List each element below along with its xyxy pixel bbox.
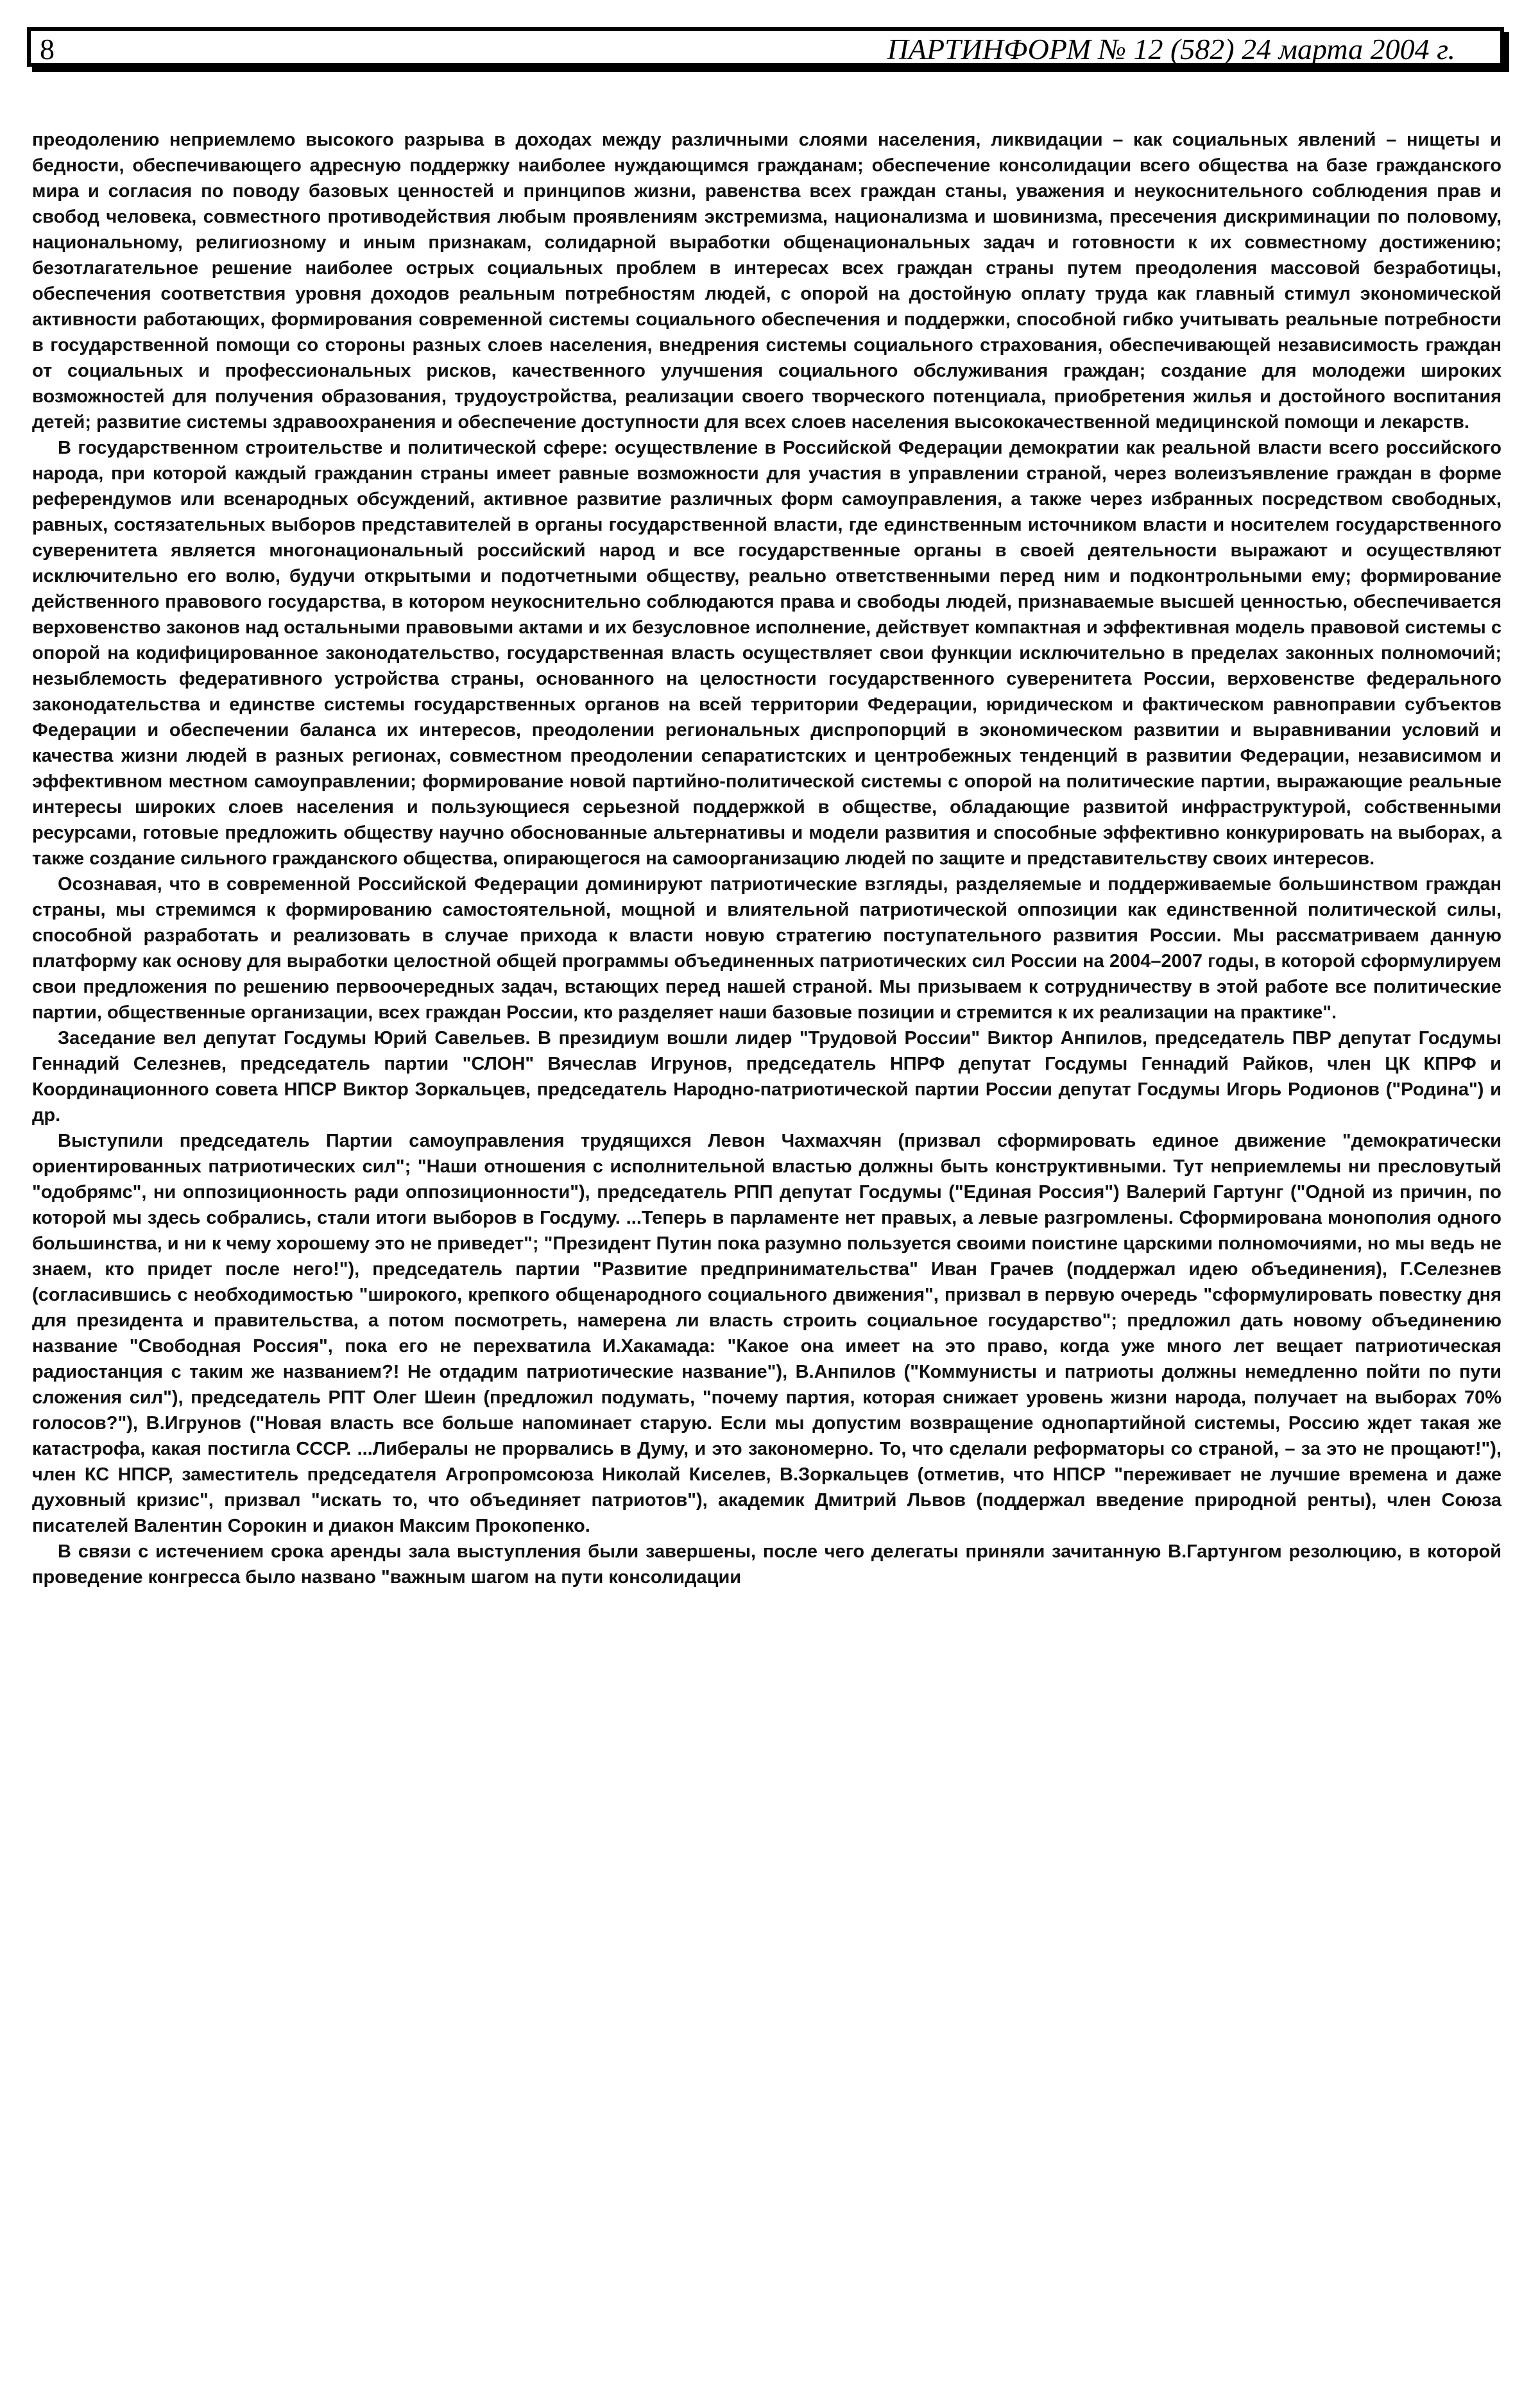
paragraph: Заседание вел депутат Госдумы Юрий Савельев. В президиум вошли лидер "Трудовой России" Виктор Анпилов, председатель ПВР депутат Госдумы Геннадий Селезнев, председатель партии "СЛОН" Вячеслав Игрунов, председатель НПРФ депутат Госдумы Геннадий Райков, член ЦК КПРФ и Координационного совета НПСР Виктор Зоркальцев, председатель Народно-патриотической партии России депутат Госдумы Игорь Родионов ("Родина") и др. [32,1028,1502,1126]
paragraph: преодолению неприемлемо высокого разрыва в доходах между различными слоями населения, ликвидации – как социальных явлений – нищеты и бедности, обеспечивающего адресную поддержку наиболее нуждающимся гражданам; обеспечение консолидации всего общества на базе гражданского мира и согласия по поводу базовых ценностей и принципов жизни, равенства всех граждан станы, уважения и неукоснительного соблюдения прав и свобод человека, совместного противодействия любым проявлениям экстремизма, национализма и шовинизма, пресечения дискриминации по половому, национальному, религиозному и иным признакам, солидарной выработки общенациональных задач и готовности к их совместному достижению; безотлагательное решение наиболее острых социальных проблем в интересах всех граждан страны путем преодоления массовой безработицы, обеспечения соответствия уровня доходов реальным потребностям людей, с опорой на достойную оплату труда как главный стимул экономической активности работающих, формирования современной системы социального обеспечения и поддержки, способной гибко учитывать реальные потребности в государственной помощи со стороны разных слоев населения, внедрения системы социального страхования, обеспечивающей независимость граждан от социальных и профессиональных рисков, качественного улучшения социального обслуживания граждан; создание для молодежи широких возможностей для получения образования, трудоустройства, реализации своего творческого потенциала, приобретения жилья и достойного воспитания детей; развитие системы здравоохранения и обеспечение доступности для всех слоев населения высококачественной медицинской помощи и лекарств. [32,130,1502,433]
paragraph: Осознавая, что в современной Российской Федерации доминируют патриотические взгляды, разделяемые и поддерживаемые большинством граждан страны, мы стремимся к формированию самостоятельной, мощной и влиятельной патриотической оппозиции как единственной политической силы, способной разработать и реализовать в случае прихода к власти новую стратегию поступательного развития России. Мы рассматриваем данную платформу как основу для выработки целостной общей программы объединенных патриотических сил России на 2004–2007 годы, в которой сформулируем свои предложения по решению первоочередных задач, встающих перед нашей страной. Мы призываем к сотрудничеству в этой работе все политические партии, общественные организации, всех граждан России, кто разделяет наши базовые позиции и стремится к их реализации на практике". [32,874,1502,1023]
paragraph: В связи с истечением срока аренды зала выступления были завершены, после чего делегаты приняли зачитанную В.Гартунгом резолюцию, в которой проведение конгресса было названо "важным шагом на пути консолидации [32,1541,1502,1588]
page-number: 8 [40,33,55,65]
paragraph: В государственном строительстве и политической сфере: осуществление в Российской Федерации демократии как реальной власти всего российского народа, при которой каждый гражданин страны имеет равные возможности для участия в управлении страной, через волеизъявление граждан в форме референдумов или всенародных обсуждений, активное развитие различных форм самоуправления, а также через избранных посредством свободных, равных, состязательных выборов представителей в органы государственной власти, где единственным источником власти и носителем государственного суверенитета является многонациональный российский народ и все государственные органы в своей деятельности выражают и осуществляют исключительно его волю, будучи открытыми и подотчетными обществу, реально ответственными перед ним и подконтрольными ему; формирование действенного правового государства, в котором неукоснительно соблюдаются права и свободы людей, признаваемые высшей ценностью, обеспечивается верховенство законов над остальными правовыми актами и их безусловное исполнение, действует компактная и эффективная модель правовой системы с опорой на кодифицированное законодательство, государственная власть осуществляет свои функции исключительно в пределах законных полномочий; незыблемость федеративного устройства страны, основанного на целостности государственного суверенитета России, верховенстве федерального законодательства и единстве системы государственных органов на всей территории Федерации, юридическом и фактическом равноправии субъектов Федерации и обеспечении баланса их интересов, преодолении региональных диспропорций в экономическом развитии и выравнивании условий и качества жизни людей в разных регионах, совместном преодолении сепаратистских и центробежных тенденций в развитии Федерации, независимом и эффективном местном самоуправлении; формирование новой партийно-политической системы с опорой на политические партии, выражающие реальные интересы широких слоев населения и пользующиеся серьезной поддержкой в обществе, обладающие развитой инфраструктурой, собственными ресурсами, готовые предложить обществу научно обоснованные альтернативы и модели развития и способные эффективно конкурировать на выборах, а также создание сильного гражданского общества, опирающегося на самоорганизацию людей по защите и представительству своих интересов. [32,438,1502,869]
page-header [27,27,1504,67]
article-body [32,127,1502,1590]
paragraph: Выступили председатель Партии самоуправления трудящихся Левон Чахмахчян (призвал сформировать единое движение "демократически ориентированных патриотических сил"; "Наши отношения с исполнительной властью должны быть конструктивными. Тут неприемлемы ни пресловутый "одобрямс", ни оппозиционность ради оппозиционности"), председатель РПП депутат Госдумы ("Единая Россия") Валерий Гартунг ("Одной из причин, по которой мы здесь собрались, стали итоги выборов в Госдуму. ...Теперь в парламенте нет правых, а левые разгромлены. Сформирована монополия одного большинства, и ни к чему хорошему это не приведет"; "Президент Путин пока разумно пользуется своими поистине царскими полномочиями, но мы ведь не знаем, кто придет после него!"), председатель партии "Развитие предпринимательства" Иван Грачев (поддержал идею объединения), Г.Селезнев (согласившись с необходимостью "широкого, крепкого общенародного социального движения", призвал в первую очередь "сформулировать повестку дня для президента и правительства, а потом посмотреть, намерена ли власть строить социальное государство"; предложил дать новому объединению название "Свободная Россия", пока его не перехватила И.Хакамада: "Какое она имеет на это право, когда уже много лет вещает патриотическая радиостанция с таким же названием?! Не отдадим патриотические название"), В.Анпилов ("Коммунисты и патриоты должны немедленно пойти по пути сложения сил"), председатель РПТ Олег Шеин (предложил подумать, "почему партия, которая снижает уровень жизни народа, получает на выборах 70% голосов?"), В.Игрунов ("Новая власть все больше напоминает старую. Если мы допустим возвращение однопартийной системы, Россию ждет такая же катастрофа, какая постигла СССР. ...Либералы не прорвались в Думу, и это закономерно. То, что сделали реформаторы со страной, – за это не прощают!"), член КС НПСР, заместитель председателя Агропромсоюза Николай Киселев, В.Зоркальцев (отметив, что НПСР "переживает не лучшие времена и даже духовный кризис", призвал "искать то, что объединяет патриотов"), академик Дмитрий Львов (поддержал введение природной ренты), член Союза писателей Валентин Сорокин и диакон Максим Прокопенко. [32,1131,1502,1536]
issue-info: ПАРТИНФОРМ № 12 (582) 24 марта 2004 г. [887,33,1455,65]
